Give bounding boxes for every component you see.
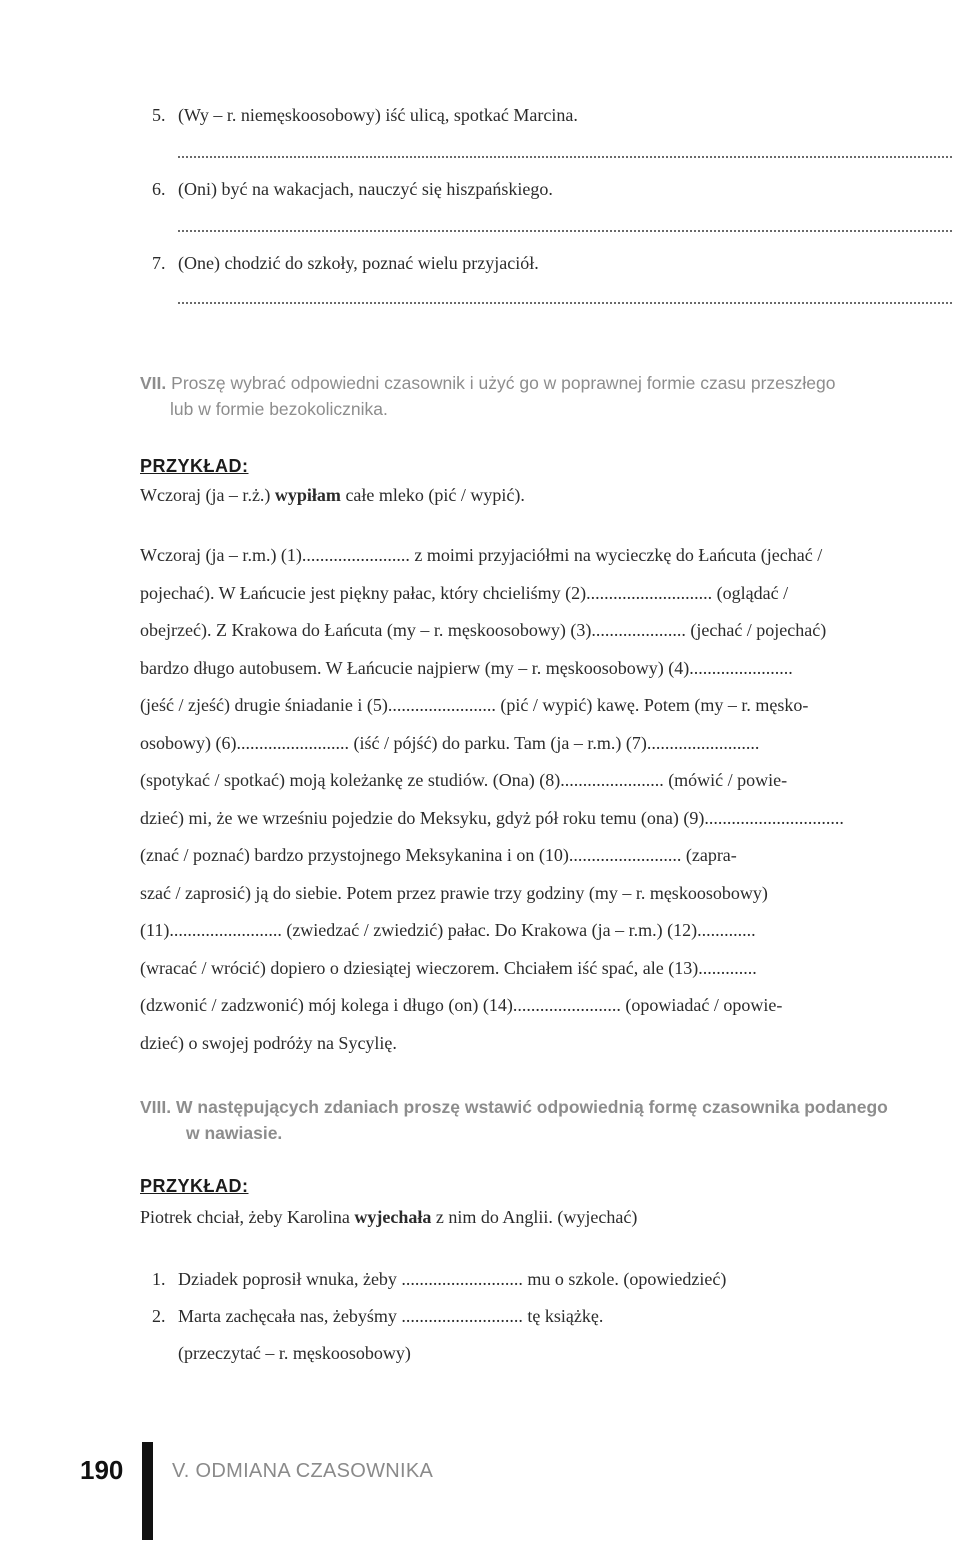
item-number: 6.: [152, 179, 166, 199]
answer-line-5[interactable]: [178, 152, 952, 158]
paragraph-line: osobowy) (6)......................... (iść / pójść) do parku. Tam (ja – r.m.) (7).........................: [140, 732, 760, 753]
example-answer: wypiłam: [274, 485, 341, 505]
exercise-item-2-continuation: (przeczytać – r. męskoosobowy): [178, 1343, 411, 1363]
paragraph-line: (dzwonić / zadzwonić) mój kolega i długo (on) (14)........................ (opowiadać / opowie-: [140, 995, 783, 1015]
chapter-title: V. ODMIANA CZASOWNIKA: [172, 1460, 434, 1482]
section-7-heading: [140, 370, 960, 422]
exercise-item-7: [152, 252, 539, 274]
section-instruction-line2: w nawiasie.: [186, 1123, 283, 1143]
item-number: 7.: [152, 253, 166, 273]
paragraph-line: szać / zaprosić) ją do siebie. Potem przez prawie trzy godziny (my – r. męskoosobowy): [140, 882, 768, 903]
item-number: 5.: [152, 105, 166, 125]
section-instruction-line1: W następujących zdaniach proszę wstawić odpowiednią formę czasownika podanego: [176, 1097, 888, 1117]
paragraph-line: (wracać / wrócić) dopiero o dziesiątej wieczorem. Chciałem iść spać, ale (13).............: [140, 957, 757, 978]
paragraph-line: obejrzeć). Z Krakowa do Łańcuta (my – r. męskoosobowy) (3)..................... (jechać / pojechać): [140, 620, 827, 640]
page-number: 190: [80, 1455, 124, 1485]
example-answer: wyjechała: [354, 1207, 432, 1227]
exercise-item-1: [152, 1268, 726, 1290]
paragraph-line: (jeść / zjeść) drugie śniadanie i (5)........................ (pić / wypić) kawę. Potem (my – r. męsko-: [140, 695, 809, 715]
paragraph-line: (spotykać / spotkać) moją koleżankę ze studiów. (Ona) (8)....................... (mówić / powie-: [140, 770, 788, 790]
example-text-before: Piotrek chciał, żeby Karolina: [140, 1207, 355, 1227]
example-label: PRZYKŁAD:: [140, 1176, 249, 1196]
paragraph-line: pojechać). W Łańcucie jest piękny pałac, który chcieliśmy (2)............................ (oglądać /: [140, 582, 789, 603]
example-text-after: z nim do Anglii. (wyjechać): [431, 1207, 638, 1227]
item-text: (One) chodzić do szkoły, poznać wielu przyjaciół.: [178, 253, 539, 273]
paragraph-line: (znać / poznać) bardzo przystojnego Meksykanina i on (10)......................... (zapra-: [140, 845, 737, 865]
item-text: Marta zachęcała nas, żebyśmy ........................... tę książkę.: [178, 1306, 604, 1326]
section-instruction-line1: Proszę wybrać odpowiedni czasownik i użyć go w poprawnej formie czasu przeszłego: [171, 373, 836, 393]
paragraph-line: dzieć) mi, że we wrześniu pojedzie do Meksyku, gdyż pół roku temu (ona) (9)...............................: [140, 807, 844, 828]
item-text: (Oni) być na wakacjach, nauczyć się hiszpańskiego.: [178, 179, 553, 199]
example-text-after: całe mleko (pić / wypić).: [340, 485, 525, 505]
footer-divider: [142, 1442, 153, 1540]
item-number: 2.: [152, 1306, 166, 1326]
section-number: VIII.: [140, 1097, 172, 1117]
exercise-item-2: [152, 1305, 603, 1327]
example-sentence: [140, 484, 525, 506]
section-number: VII.: [140, 373, 167, 393]
item-text: (Wy – r. niemęskoosobowy) iść ulicą, spotkać Marcina.: [178, 105, 578, 125]
paragraph-line: Wczoraj (ja – r.m.) (1)........................ z moimi przyjaciółmi na wycieczkę do Łańcuta (jechać /: [140, 545, 823, 565]
item-text: Dziadek poprosił wnuka, żeby ........................... mu o szkole. (opowiedzieć): [178, 1269, 727, 1289]
answer-line-6[interactable]: [178, 226, 952, 232]
section-8-heading: [140, 1094, 960, 1146]
example-sentence: [140, 1206, 637, 1228]
paragraph-line: dzieć) o swojej podróży na Sycylię.: [140, 1032, 397, 1053]
paragraph-line: (11)......................... (zwiedzać / zwiedzić) pałac. Do Krakowa (ja – r.m.) (12).............: [140, 920, 756, 940]
section-instruction-line2: lub w formie bezokolicznika.: [170, 399, 388, 419]
exercise-item-6: [152, 178, 553, 200]
cloze-paragraph: [140, 537, 960, 1062]
example-text-before: Wczoraj (ja – r.ż.): [140, 485, 275, 505]
item-number: 1.: [152, 1269, 166, 1289]
answer-line-7[interactable]: [178, 298, 952, 304]
paragraph-line: bardzo długo autobusem. W Łańcucie najpierw (my – r. męskoosobowy) (4).......................: [140, 657, 793, 678]
exercise-item-5: [152, 104, 578, 126]
example-label: PRZYKŁAD:: [140, 456, 249, 476]
